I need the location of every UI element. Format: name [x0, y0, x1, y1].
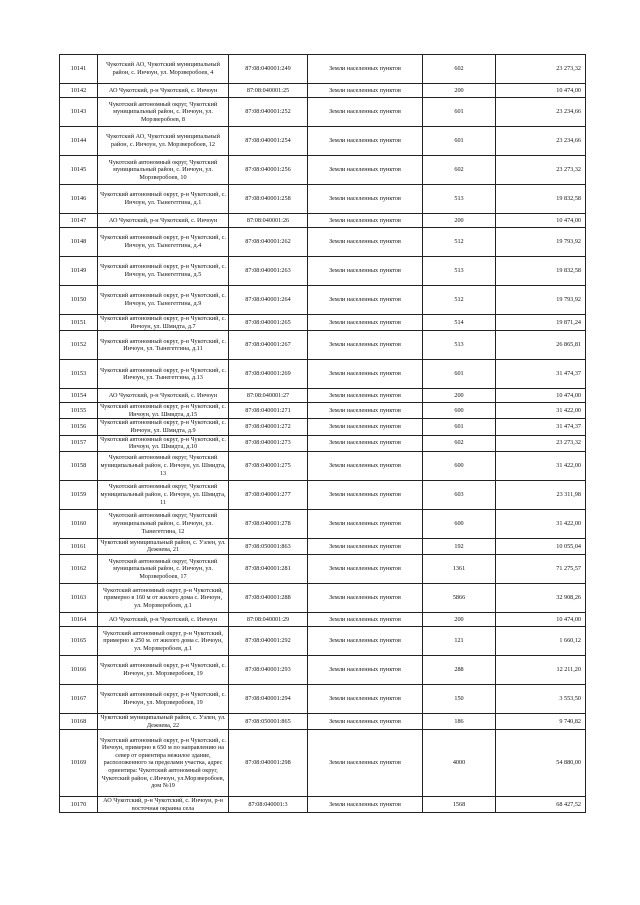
table-row — [60, 214, 586, 228]
cadastral-value-cell: 23 234,66 — [496, 127, 586, 156]
land-category-cell: Земли населенных пунктов — [308, 713, 423, 729]
address-cell: Чукотский автономный округ, р-н Чукотский, примерно в 250 м. от жилого дома с. Инчоун, ул. Морзверобоев, д.1 — [98, 626, 229, 655]
area-cell: 601 — [423, 98, 496, 127]
row-number: 10164 — [60, 612, 98, 626]
land-category-cell: Земли населенных пунктов — [308, 655, 423, 684]
row-number: 10145 — [60, 156, 98, 185]
cadastral-number-cell: 87:08:040001:278 — [229, 509, 308, 538]
cadastral-value-cell: 32 908,26 — [496, 583, 586, 612]
cadastral-value-cell: 31 422,00 — [496, 403, 586, 419]
table-row — [60, 127, 586, 156]
row-number: 10163 — [60, 583, 98, 612]
cadastral-value-cell: 23 311,98 — [496, 480, 586, 509]
cadastral-value-cell: 19 832,58 — [496, 185, 586, 214]
area-cell: 513 — [423, 331, 496, 360]
land-category-cell: Земли населенных пунктов — [308, 214, 423, 228]
table-body — [60, 55, 586, 813]
cadastral-number-cell: 87:08:040001:294 — [229, 684, 308, 713]
row-number: 10150 — [60, 286, 98, 315]
land-category-cell: Земли населенных пунктов — [308, 98, 423, 127]
registry-table-container — [59, 54, 585, 813]
address-cell: АО Чукотский, р-н Чукотский, с. Инчоун — [98, 84, 229, 98]
area-cell: 512 — [423, 228, 496, 257]
row-number: 10165 — [60, 626, 98, 655]
address-cell: Чукотский автономный округ, р-н Чукотский, с. Инчоун, ул. Тынегетгина, д.11 — [98, 331, 229, 360]
land-category-cell: Земли населенных пунктов — [308, 554, 423, 583]
cadastral-value-cell: 10 055,04 — [496, 538, 586, 554]
land-category-cell: Земли населенных пунктов — [308, 228, 423, 257]
cadastral-number-cell: 87:08:040001:267 — [229, 331, 308, 360]
row-number: 10147 — [60, 214, 98, 228]
table-row — [60, 98, 586, 127]
cadastral-value-cell: 12 211,20 — [496, 655, 586, 684]
row-number: 10151 — [60, 315, 98, 331]
cadastral-value-cell: 3 553,50 — [496, 684, 586, 713]
cadastral-number-cell: 87:08:040001:262 — [229, 228, 308, 257]
address-cell: Чукотский автономный округ, р-н Чукотский, примерно в 160 м от жилого дома с. Инчоун, ул. Морзверобоев, д.1 — [98, 583, 229, 612]
address-cell: Чукотский автономный округ, р-н Чукотский, с. Инчоун, ул. Шмидта, д.7 — [98, 315, 229, 331]
row-number: 10162 — [60, 554, 98, 583]
address-cell: АО Чукотский, р-н Чукотский, с. Инчоун — [98, 214, 229, 228]
address-cell: АО Чукотский, р-н Чукотский, с. Инчоун — [98, 612, 229, 626]
area-cell: 5866 — [423, 583, 496, 612]
table-row — [60, 655, 586, 684]
address-cell: Чукотский автономный округ, р-н Чукотский, с. Инчоун, ул. Тынегетгина, д.9 — [98, 286, 229, 315]
cadastral-number-cell: 87:08:040001:271 — [229, 403, 308, 419]
cadastral-number-cell: 87:08:040001:293 — [229, 655, 308, 684]
table-row — [60, 554, 586, 583]
row-number: 10166 — [60, 655, 98, 684]
land-category-cell: Земли населенных пунктов — [308, 55, 423, 84]
row-number: 10154 — [60, 389, 98, 403]
address-cell: АО Чукотский, р-н Чукотский, с. Инчоун, р-н восточная окраина села — [98, 797, 229, 813]
row-number: 10148 — [60, 228, 98, 257]
cadastral-number-cell: 87:08:040001:265 — [229, 315, 308, 331]
area-cell: 150 — [423, 684, 496, 713]
cadastral-number-cell: 87:08:040001:27 — [229, 389, 308, 403]
cadastral-value-cell: 26 865,81 — [496, 331, 586, 360]
area-cell: 121 — [423, 626, 496, 655]
cadastral-value-cell: 10 474,00 — [496, 84, 586, 98]
area-cell: 600 — [423, 403, 496, 419]
cadastral-number-cell: 87:08:040001:254 — [229, 127, 308, 156]
land-category-cell: Земли населенных пунктов — [308, 360, 423, 389]
area-cell: 602 — [423, 435, 496, 451]
address-cell: Чукотский муниципальный район, с. Уэлен, ул. Дежнева, 21 — [98, 538, 229, 554]
row-number: 10157 — [60, 435, 98, 451]
land-category-cell: Земли населенных пунктов — [308, 286, 423, 315]
land-category-cell: Земли населенных пунктов — [308, 509, 423, 538]
table-row — [60, 684, 586, 713]
table-row — [60, 55, 586, 84]
cadastral-value-cell: 10 474,00 — [496, 389, 586, 403]
cadastral-number-cell: 87:08:040001:3 — [229, 797, 308, 813]
area-cell: 513 — [423, 257, 496, 286]
land-category-cell: Земли населенных пунктов — [308, 480, 423, 509]
cadastral-number-cell: 87:08:040001:272 — [229, 419, 308, 435]
table-row — [60, 286, 586, 315]
table-row — [60, 156, 586, 185]
cadastral-number-cell: 87:08:040001:26 — [229, 214, 308, 228]
cadastral-value-cell: 1 660,12 — [496, 626, 586, 655]
table-row — [60, 797, 586, 813]
row-number: 10167 — [60, 684, 98, 713]
area-cell: 603 — [423, 480, 496, 509]
area-cell: 200 — [423, 612, 496, 626]
cadastral-value-cell: 9 740,82 — [496, 713, 586, 729]
cadastral-number-cell: 87:08:040001:264 — [229, 286, 308, 315]
cadastral-number-cell: 87:08:050001:863 — [229, 538, 308, 554]
address-cell: Чукотский автономный округ, р-н Чукотский, с. Инчоун, ул. Морзверобоев, 19 — [98, 684, 229, 713]
area-cell: 288 — [423, 655, 496, 684]
table-row — [60, 480, 586, 509]
address-cell: Чукотский автономный округ, Чукотский муниципальный район, с. Инчоун, ул. Тынегетгина, 12 — [98, 509, 229, 538]
cadastral-number-cell: 87:08:040001:252 — [229, 98, 308, 127]
address-cell: Чукотский автономный округ, р-н Чукотский, с. Инчоун, ул. Тынегетгина, д.13 — [98, 360, 229, 389]
table-row — [60, 626, 586, 655]
cadastral-number-cell: 87:08:040001:292 — [229, 626, 308, 655]
row-number: 10170 — [60, 797, 98, 813]
cadastral-value-cell: 19 871,24 — [496, 315, 586, 331]
area-cell: 600 — [423, 451, 496, 480]
table-row — [60, 538, 586, 554]
table-row — [60, 612, 586, 626]
land-category-cell: Земли населенных пунктов — [308, 583, 423, 612]
cadastral-value-cell: 23 273,32 — [496, 55, 586, 84]
address-cell: Чукотский автономный округ, р-н Чукотский, с. Инчоун, ул. Шмидта, д.10 — [98, 435, 229, 451]
cadastral-number-cell: 87:08:040001:29 — [229, 612, 308, 626]
cadastral-value-cell: 23 273,32 — [496, 156, 586, 185]
cadastral-value-cell: 23 234,66 — [496, 98, 586, 127]
cadastral-number-cell: 87:08:040001:298 — [229, 730, 308, 797]
address-cell: Чукотский автономный округ, р-н Чукотский, с. Инчоун, ул. Тынегетгина, д.1 — [98, 185, 229, 214]
land-category-cell: Земли населенных пунктов — [308, 626, 423, 655]
area-cell: 200 — [423, 389, 496, 403]
cadastral-value-cell: 31 474,37 — [496, 360, 586, 389]
row-number: 10161 — [60, 538, 98, 554]
area-cell: 601 — [423, 360, 496, 389]
table-row — [60, 451, 586, 480]
cadastral-value-cell: 31 422,00 — [496, 509, 586, 538]
address-cell: Чукотский автономный округ, Чукотский муниципальный район, с. Инчоун, ул. Морзверобоев, 10 — [98, 156, 229, 185]
address-cell: Чукотский автономный округ, Чукотский муниципальный район, с. Инчоун, ул. Морзверобоев, 8 — [98, 98, 229, 127]
area-cell: 1568 — [423, 797, 496, 813]
area-cell: 602 — [423, 156, 496, 185]
table-row — [60, 185, 586, 214]
table-row — [60, 403, 586, 419]
cadastral-value-cell: 19 832,58 — [496, 257, 586, 286]
table-row — [60, 315, 586, 331]
cadastral-value-cell: 10 474,00 — [496, 612, 586, 626]
cadastral-value-cell: 19 793,92 — [496, 286, 586, 315]
cadastral-number-cell: 87:08:050001:865 — [229, 713, 308, 729]
land-plots-table — [59, 54, 586, 813]
table-row — [60, 435, 586, 451]
cadastral-number-cell: 87:08:040001:263 — [229, 257, 308, 286]
cadastral-number-cell: 87:08:040001:281 — [229, 554, 308, 583]
row-number: 10143 — [60, 98, 98, 127]
cadastral-value-cell: 23 273,32 — [496, 435, 586, 451]
table-row — [60, 509, 586, 538]
cadastral-number-cell: 87:08:040001:273 — [229, 435, 308, 451]
address-cell: Чукотский автономный округ, р-н Чукотский, с. Инчоун, ул. Шмидта, д.9 — [98, 419, 229, 435]
table-row — [60, 730, 586, 797]
land-category-cell: Земли населенных пунктов — [308, 257, 423, 286]
land-category-cell: Земли населенных пунктов — [308, 730, 423, 797]
address-cell: Чукотский АО, Чукотский муниципальный район, с. Инчоун, ул. Морзверобоев, 4 — [98, 55, 229, 84]
land-category-cell: Земли населенных пунктов — [308, 538, 423, 554]
row-number: 10146 — [60, 185, 98, 214]
address-cell: Чукотский автономный округ, Чукотский муниципальный район, с. Инчоун, ул. Шмидта, 13 — [98, 451, 229, 480]
cadastral-value-cell: 54 880,00 — [496, 730, 586, 797]
area-cell: 601 — [423, 127, 496, 156]
row-number: 10158 — [60, 451, 98, 480]
cadastral-value-cell: 31 474,37 — [496, 419, 586, 435]
row-number: 10149 — [60, 257, 98, 286]
land-category-cell: Земли населенных пунктов — [308, 185, 423, 214]
area-cell: 186 — [423, 713, 496, 729]
address-cell: Чукотский автономный округ, р-н Чукотский, с. Инчоун, ул. Морзверобоев, 19 — [98, 655, 229, 684]
cadastral-number-cell: 87:08:040001:249 — [229, 55, 308, 84]
table-row — [60, 389, 586, 403]
area-cell: 200 — [423, 214, 496, 228]
cadastral-number-cell: 87:08:040001:288 — [229, 583, 308, 612]
table-row — [60, 257, 586, 286]
row-number: 10159 — [60, 480, 98, 509]
area-cell: 1361 — [423, 554, 496, 583]
area-cell: 200 — [423, 84, 496, 98]
row-number: 10142 — [60, 84, 98, 98]
row-number: 10160 — [60, 509, 98, 538]
area-cell: 602 — [423, 55, 496, 84]
land-category-cell: Земли населенных пунктов — [308, 797, 423, 813]
cadastral-value-cell: 19 793,92 — [496, 228, 586, 257]
land-category-cell: Земли населенных пунктов — [308, 127, 423, 156]
cadastral-value-cell: 10 474,00 — [496, 214, 586, 228]
table-row — [60, 419, 586, 435]
cadastral-number-cell: 87:08:040001:256 — [229, 156, 308, 185]
table-row — [60, 228, 586, 257]
area-cell: 512 — [423, 286, 496, 315]
row-number: 10144 — [60, 127, 98, 156]
address-cell: Чукотский автономный округ, р-н Чукотский, с. Инчоун, ул. Тынегетгина, д.4 — [98, 228, 229, 257]
row-number: 10152 — [60, 331, 98, 360]
land-category-cell: Земли населенных пунктов — [308, 156, 423, 185]
cadastral-value-cell: 31 422,00 — [496, 451, 586, 480]
land-category-cell: Земли населенных пунктов — [308, 435, 423, 451]
area-cell: 513 — [423, 185, 496, 214]
land-category-cell: Земли населенных пунктов — [308, 451, 423, 480]
address-cell: Чукотский автономный округ, р-н Чукотский, с. Инчоун, примерно в 650 м по направлению на север от ориентира нежилое здание, расположенного за пределами участка, адрес ориентира: Чукотский автономный округ, Чукотский район, с.Инчоун, ул.Морзверобоев, дом №19 — [98, 730, 229, 797]
cadastral-value-cell: 68 427,52 — [496, 797, 586, 813]
area-cell: 514 — [423, 315, 496, 331]
land-category-cell: Земли населенных пунктов — [308, 403, 423, 419]
cadastral-number-cell: 87:08:040001:277 — [229, 480, 308, 509]
area-cell: 192 — [423, 538, 496, 554]
land-category-cell: Земли населенных пунктов — [308, 419, 423, 435]
row-number: 10155 — [60, 403, 98, 419]
land-category-cell: Земли населенных пунктов — [308, 684, 423, 713]
land-category-cell: Земли населенных пунктов — [308, 612, 423, 626]
cadastral-number-cell: 87:08:040001:269 — [229, 360, 308, 389]
cadastral-number-cell: 87:08:040001:258 — [229, 185, 308, 214]
row-number: 10153 — [60, 360, 98, 389]
address-cell: Чукотский автономный округ, р-н Чукотский, с. Инчоун, ул. Тынегетгина, д.5 — [98, 257, 229, 286]
area-cell: 4000 — [423, 730, 496, 797]
address-cell: Чукотский автономный округ, Чукотский муниципальный район, с. Инчоун, ул. Шмидта, 11 — [98, 480, 229, 509]
address-cell: Чукотский автономный округ, р-н Чукотский, с. Инчоун, ул. Шмидта, д.15 — [98, 403, 229, 419]
cadastral-number-cell: 87:08:040001:25 — [229, 84, 308, 98]
land-category-cell: Земли населенных пунктов — [308, 84, 423, 98]
table-row — [60, 360, 586, 389]
land-category-cell: Земли населенных пунктов — [308, 331, 423, 360]
address-cell: АО Чукотский, р-н Чукотский, с. Инчоун — [98, 389, 229, 403]
table-row — [60, 583, 586, 612]
land-category-cell: Земли населенных пунктов — [308, 389, 423, 403]
cadastral-number-cell: 87:08:040001:275 — [229, 451, 308, 480]
area-cell: 601 — [423, 419, 496, 435]
row-number: 10168 — [60, 713, 98, 729]
table-row — [60, 331, 586, 360]
table-row — [60, 84, 586, 98]
address-cell: Чукотский АО, Чукотский муниципальный район, с. Инчоун, ул. Морзверобоев, 12 — [98, 127, 229, 156]
land-category-cell: Земли населенных пунктов — [308, 315, 423, 331]
address-cell: Чукотский муниципальный район, с. Уэлен, ул. Дежнева, 22 — [98, 713, 229, 729]
row-number: 10156 — [60, 419, 98, 435]
row-number: 10169 — [60, 730, 98, 797]
table-row — [60, 713, 586, 729]
row-number: 10141 — [60, 55, 98, 84]
cadastral-value-cell: 71 275,57 — [496, 554, 586, 583]
address-cell: Чукотский автономный округ, Чукотский муниципальный район, с. Инчоун, ул. Морзверобоев, 17 — [98, 554, 229, 583]
area-cell: 600 — [423, 509, 496, 538]
